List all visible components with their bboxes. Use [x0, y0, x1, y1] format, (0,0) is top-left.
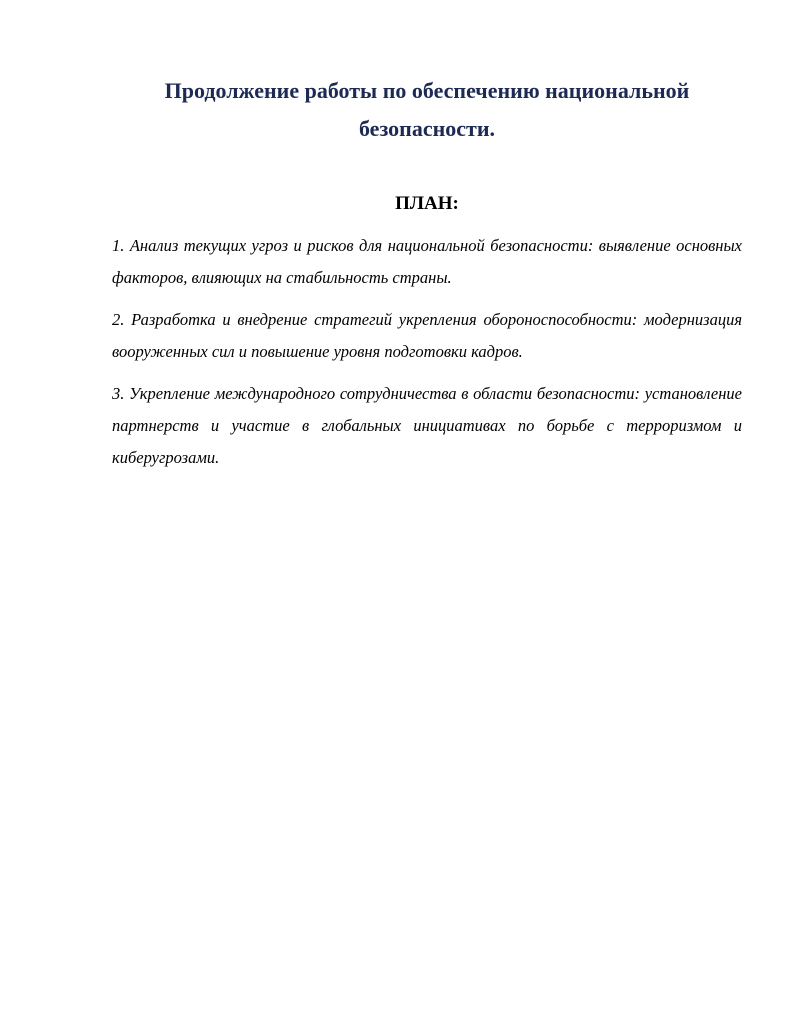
plan-list	[112, 230, 742, 474]
document-title: Продолжение работы по обеспечению национальной безопасности.	[164, 78, 690, 141]
plan-item-2: 2. Разработка и внедрение стратегий укрепления обороноспособности: модернизация вооруженных сил и повышение уровня подготовки кадров.	[112, 310, 742, 361]
plan-heading: ПЛАН:	[395, 193, 459, 214]
plan-item-3: 3. Укрепление международного сотрудничества в области безопасности: установление партнерств и участие в глобальных инициативах по борьбе с терроризмом и киберугрозами.	[112, 384, 742, 467]
plan-item-1: 1. Анализ текущих угроз и рисков для национальной безопасности: выявление основных факторов, влияющих на стабильность страны.	[112, 236, 742, 287]
